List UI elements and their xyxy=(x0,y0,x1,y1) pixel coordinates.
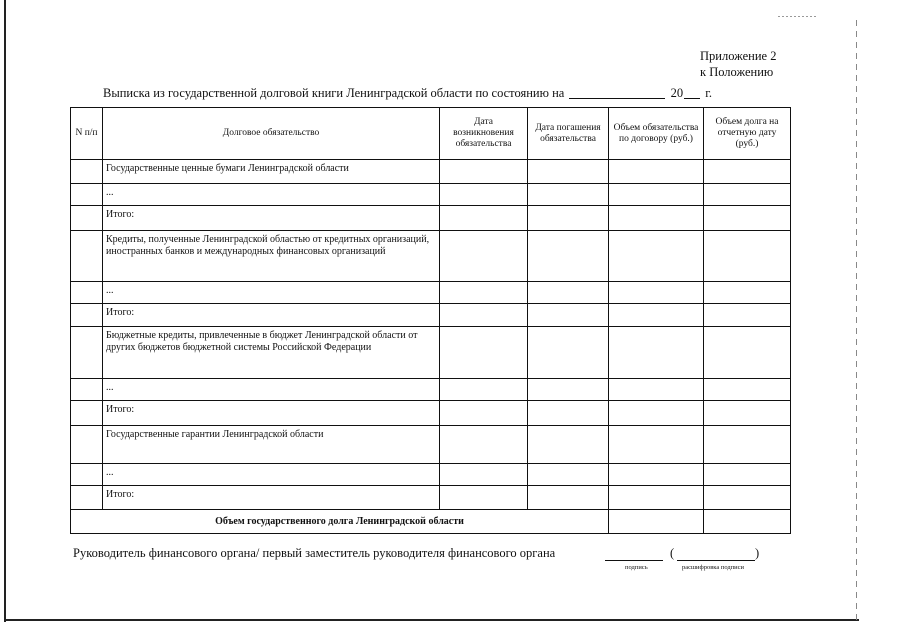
header-num: N п/п xyxy=(71,108,103,160)
open-paren: ( xyxy=(670,546,675,560)
header-volume-report: Объем долга на отчетную дату (руб.) xyxy=(704,108,791,160)
document-title xyxy=(103,86,712,101)
table-row xyxy=(71,401,791,426)
header-row xyxy=(71,108,791,160)
scan-edge-bottom xyxy=(4,619,859,621)
scan-edge-right xyxy=(856,20,857,620)
decode-caption: расшифровка подписи xyxy=(682,564,745,571)
date-blank xyxy=(569,86,665,99)
signature-line xyxy=(605,560,663,561)
table-row xyxy=(71,486,791,510)
header-obligation: Долговое обязательство xyxy=(103,108,440,160)
table-row xyxy=(71,282,791,304)
table-row xyxy=(71,379,791,401)
title-text: Выписка из государственной долговой книги Ленинградской области по состоянию на xyxy=(103,86,565,100)
header-date-repay: Дата погашения обязательства xyxy=(528,108,609,160)
header-volume-contract: Объем обязательства по договору (руб.) xyxy=(609,108,704,160)
annex-line-2: к Положению xyxy=(700,65,774,79)
table-row xyxy=(71,231,791,282)
year-prefix: 20 xyxy=(670,86,684,100)
row-label: Итого: xyxy=(103,304,440,327)
row-label: ... xyxy=(103,282,440,304)
header-date-origin: Дата возникновения обязательства xyxy=(440,108,528,160)
row-label: ... xyxy=(103,184,440,206)
row-label: Итого: xyxy=(103,206,440,231)
table-row xyxy=(71,184,791,206)
debt-book-table xyxy=(70,107,791,534)
table-row xyxy=(71,206,791,231)
row-label: ... xyxy=(103,464,440,486)
table-row xyxy=(71,160,791,184)
row-label: Кредиты, полученные Ленинградской областью от кредитных организаций, иностранных банков и международных финансовых организаций xyxy=(103,231,440,282)
year-suffix: г. xyxy=(705,86,713,100)
row-label: Государственные гарантии Ленинградской области xyxy=(103,426,440,464)
table-row xyxy=(71,327,791,379)
decode-line xyxy=(677,560,755,561)
row-label: Бюджетные кредиты, привлеченные в бюджет Ленинградской области от других бюджетов бюджетной системы Российской Федерации xyxy=(103,327,440,379)
scan-edge-left xyxy=(4,0,6,622)
row-label: Государственные ценные бумаги Ленинградской области xyxy=(103,160,440,184)
total-label: Объем государственного долга Ленинградской области xyxy=(71,510,609,534)
close-paren: ) xyxy=(755,546,760,560)
table-row xyxy=(71,464,791,486)
scan-edge-top xyxy=(778,16,818,17)
row-label: Итого: xyxy=(103,486,440,510)
row-label: Итого: xyxy=(103,401,440,426)
annex-line-1: Приложение 2 xyxy=(700,49,777,63)
table-row xyxy=(71,304,791,327)
signature-caption: подпись xyxy=(625,564,648,571)
table-row xyxy=(71,426,791,464)
row-label: ... xyxy=(103,379,440,401)
year-blank xyxy=(684,86,700,99)
footer-signature-text: Руководитель финансового органа/ первый заместитель руководителя финансового органа xyxy=(73,546,556,560)
total-row xyxy=(71,510,791,534)
annex-label xyxy=(700,48,776,80)
